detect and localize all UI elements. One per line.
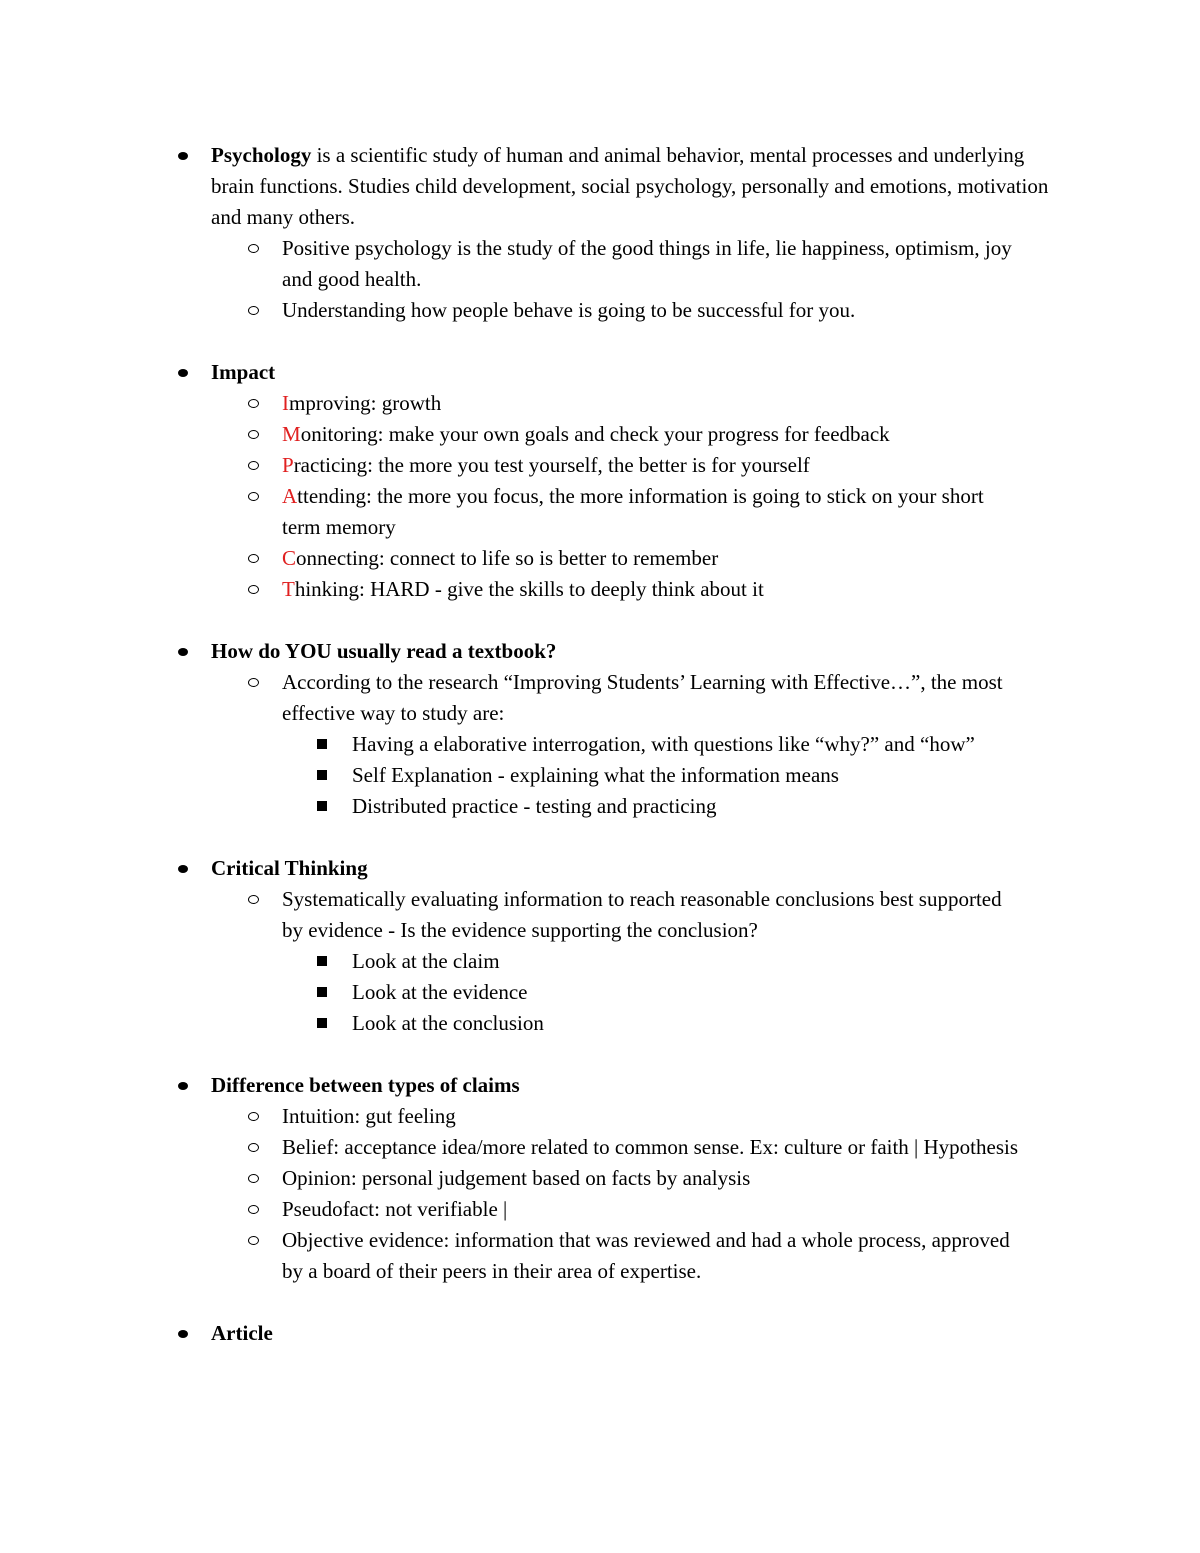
sub-sub-bullet-item	[0, 791, 1072, 822]
circle-bullet-icon	[248, 295, 259, 326]
acrostic-item	[0, 543, 1022, 574]
section-textbook	[0, 636, 1200, 822]
item-text: Positive psychology is the study of the good things in life, lie happiness, optimism, joy and good health.	[282, 236, 1012, 291]
item-text: racticing: the more you test yourself, the better is for yourself	[293, 453, 810, 477]
acrostic-letter: P	[282, 453, 294, 477]
item-text: According to the research “Improving Students’ Learning with Effective…”, the most effective way to study are:	[282, 670, 1003, 725]
item-text: Look at the conclusion	[352, 1011, 544, 1035]
item-text: Self Explanation - explaining what the information means	[352, 763, 839, 787]
acrostic-item	[0, 481, 1022, 543]
item-text: onnecting: connect to life so is better to remember	[296, 546, 719, 570]
disc-bullet-icon	[178, 1070, 188, 1101]
item-text: Objective evidence: information that was reviewed and had a whole process, approved by a board of their peers in their area of expertise.	[282, 1228, 1010, 1283]
acrostic-letter: I	[282, 391, 289, 415]
sub-bullet-item	[0, 884, 1022, 946]
circle-bullet-icon	[248, 884, 259, 915]
item-text: Systematically evaluating information to reach reasonable conclusions best supported by evidence - Is the evidence supporting the conclusion?	[282, 887, 1002, 942]
sub-sub-bullet-item	[0, 946, 1072, 977]
circle-bullet-icon	[248, 233, 259, 264]
section-heading: Difference between types of claims	[211, 1073, 520, 1097]
item-text: Belief: acceptance idea/more related to common sense. Ex: culture or faith | Hypothesis	[282, 1135, 1019, 1159]
square-bullet-icon	[317, 946, 327, 977]
sub-bullet-item	[0, 233, 1022, 295]
bullet-item	[0, 636, 1061, 667]
sub-bullet-item	[0, 1101, 1022, 1132]
section-heading: Impact	[211, 360, 276, 384]
section-critical-thinking	[0, 853, 1200, 1039]
item-text: Opinion: personal judgement based on facts by analysis	[282, 1166, 751, 1190]
circle-bullet-icon	[248, 667, 259, 698]
section-heading: Psychology	[211, 143, 312, 167]
circle-bullet-icon	[248, 1132, 259, 1163]
section-impact	[0, 357, 1200, 605]
sub-bullet-item	[0, 1194, 1022, 1225]
sub-bullet-item	[0, 667, 1022, 729]
acrostic-item	[0, 419, 1022, 450]
circle-bullet-icon	[248, 543, 259, 574]
sub-sub-bullet-item	[0, 977, 1072, 1008]
sub-bullet-item	[0, 1163, 1022, 1194]
bullet-item	[0, 1070, 1061, 1101]
item-text: onitoring: make your own goals and check your progress for feedback	[300, 422, 890, 446]
circle-bullet-icon	[248, 481, 259, 512]
acrostic-item	[0, 388, 1022, 419]
circle-bullet-icon	[248, 574, 259, 605]
sub-bullet-item	[0, 295, 1022, 326]
disc-bullet-icon	[178, 140, 188, 171]
acrostic-letter: A	[282, 484, 298, 508]
square-bullet-icon	[317, 977, 327, 1008]
acrostic-item	[0, 574, 1022, 605]
item-text: hinking: HARD - give the skills to deeply think about it	[294, 577, 764, 601]
acrostic-letter: T	[282, 577, 295, 601]
item-text: ttending: the more you focus, the more information is going to stick on your short term memory	[282, 484, 984, 539]
section-text: is a scientific study of human and animal behavior, mental processes and underlying brain functions. Studies child development, social psychology, personally and emotions, motivation and many others.	[211, 143, 1049, 229]
square-bullet-icon	[317, 1008, 327, 1039]
circle-bullet-icon	[248, 450, 259, 481]
circle-bullet-icon	[248, 419, 259, 450]
bullet-item	[0, 140, 1061, 233]
section-psychology	[0, 140, 1200, 326]
bullet-item	[0, 853, 1061, 884]
item-text: mproving: growth	[289, 391, 442, 415]
document-page	[0, 140, 1200, 1380]
section-heading: How do YOU usually read a textbook?	[211, 639, 557, 663]
disc-bullet-icon	[178, 357, 188, 388]
acrostic-letter: M	[282, 422, 301, 446]
section-article	[0, 1318, 1200, 1349]
disc-bullet-icon	[178, 1318, 188, 1349]
item-text: Understanding how people behave is going to be successful for you.	[282, 298, 856, 322]
sub-bullet-item	[0, 1132, 1022, 1163]
item-text: Look at the evidence	[352, 980, 528, 1004]
section-heading: Critical Thinking	[211, 856, 368, 880]
square-bullet-icon	[317, 760, 327, 791]
disc-bullet-icon	[178, 636, 188, 667]
circle-bullet-icon	[248, 1225, 259, 1256]
section-claims	[0, 1070, 1200, 1287]
circle-bullet-icon	[248, 1163, 259, 1194]
sub-bullet-item	[0, 1225, 1022, 1287]
acrostic-item	[0, 450, 1022, 481]
item-text: Pseudofact: not verifiable |	[282, 1197, 508, 1221]
square-bullet-icon	[317, 729, 327, 760]
disc-bullet-icon	[178, 853, 188, 884]
bullet-item	[0, 1318, 1061, 1349]
sub-sub-bullet-item	[0, 1008, 1072, 1039]
circle-bullet-icon	[248, 388, 259, 419]
acrostic-letter: C	[282, 546, 297, 570]
item-text: Intuition: gut feeling	[282, 1104, 456, 1128]
bullet-item	[0, 357, 1061, 388]
item-text: Look at the claim	[352, 949, 500, 973]
item-text: Having a elaborative interrogation, with questions like “why?” and “how”	[352, 732, 975, 756]
item-text: Distributed practice - testing and practicing	[352, 794, 717, 818]
circle-bullet-icon	[248, 1194, 259, 1225]
square-bullet-icon	[317, 791, 327, 822]
sub-sub-bullet-item	[0, 760, 1072, 791]
section-heading: Article	[211, 1321, 273, 1345]
circle-bullet-icon	[248, 1101, 259, 1132]
sub-sub-bullet-item	[0, 729, 1072, 760]
